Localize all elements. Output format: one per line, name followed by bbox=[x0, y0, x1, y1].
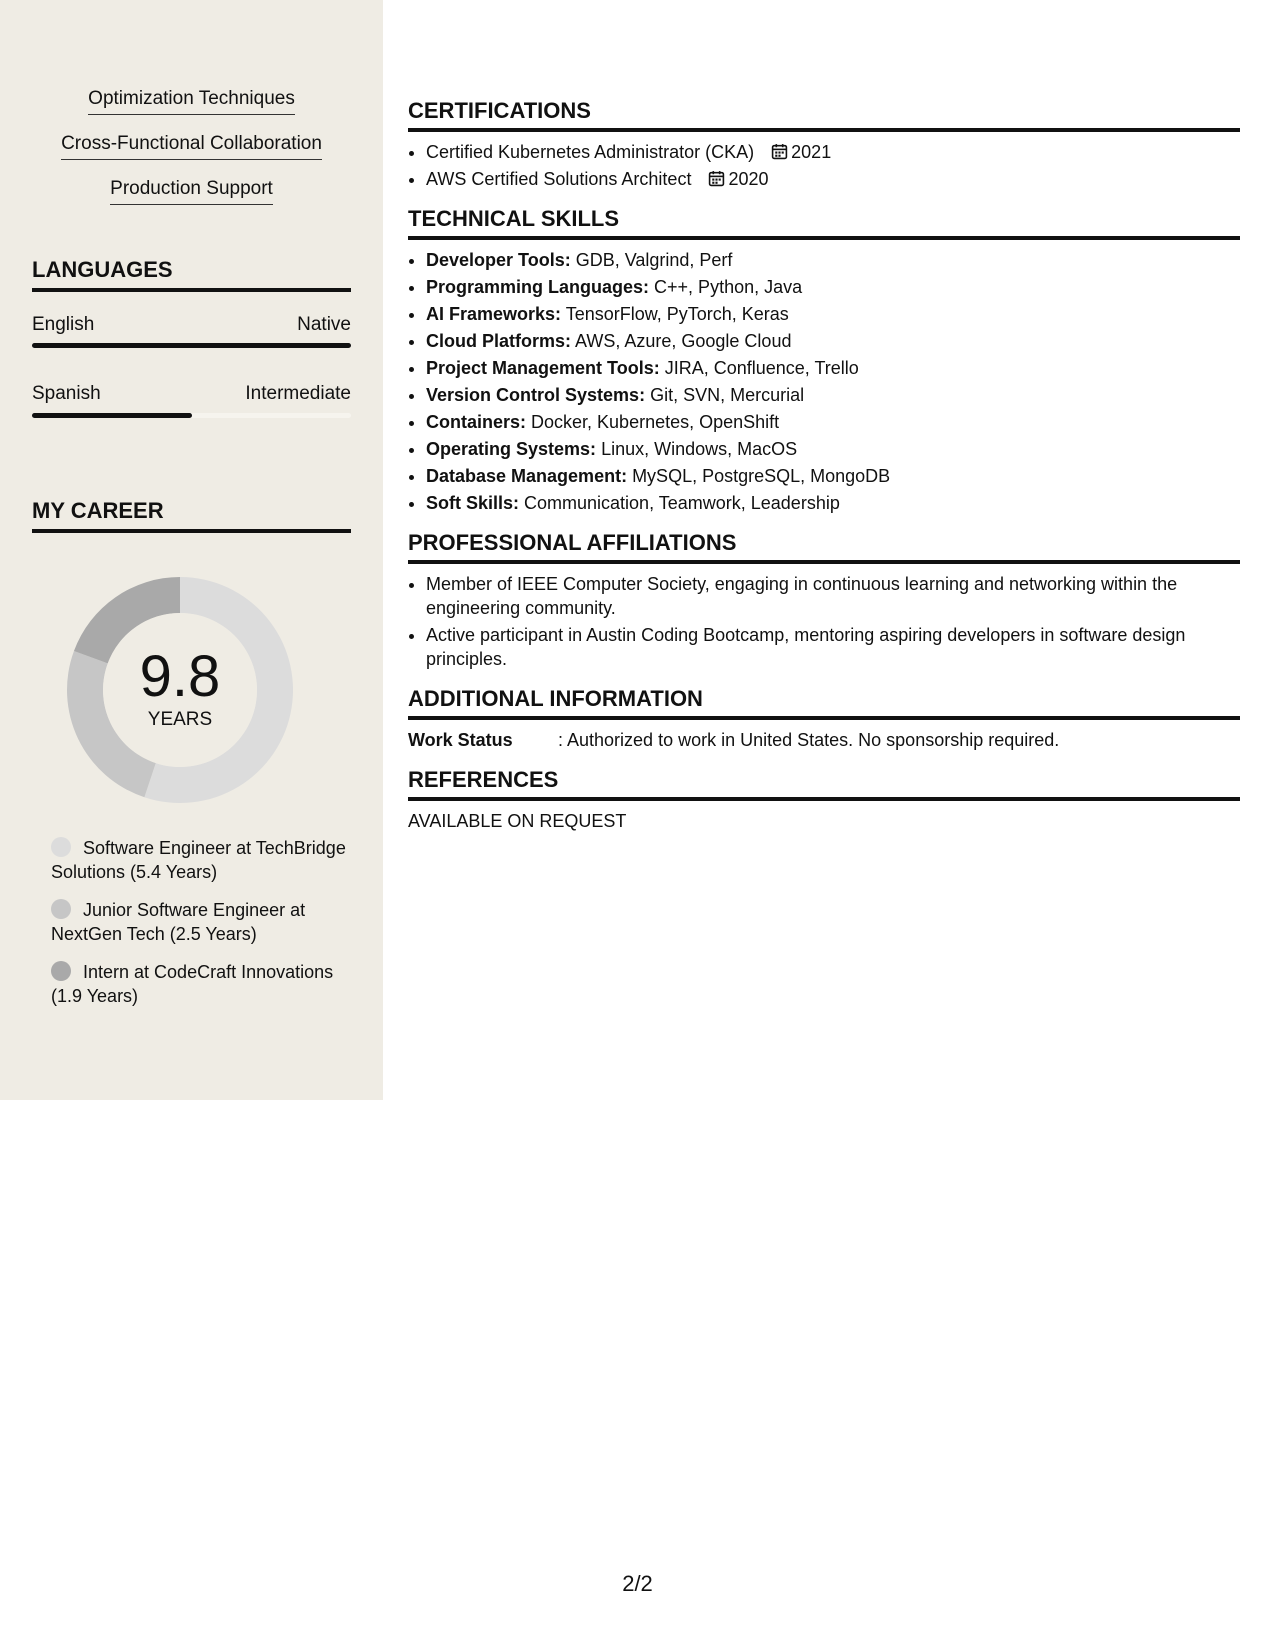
languages-heading: LANGUAGES bbox=[32, 256, 351, 292]
skill-values: Linux, Windows, MacOS bbox=[596, 439, 798, 459]
certification-item bbox=[426, 140, 1240, 164]
references-heading: REFERENCES bbox=[408, 766, 1240, 801]
additional-info-section bbox=[408, 685, 1240, 752]
career-legend-label: Software Engineer at TechBridge Solutions (5.4 Years) bbox=[51, 838, 346, 882]
skill-values: Git, SVN, Mercurial bbox=[645, 385, 805, 405]
certifications-list bbox=[408, 140, 1240, 191]
career-legend-label: Junior Software Engineer at NextGen Tech (2.5 Years) bbox=[51, 900, 306, 944]
page-number: 2/2 bbox=[622, 1571, 653, 1596]
skill-row bbox=[426, 464, 1240, 488]
skill-row bbox=[426, 302, 1240, 326]
skill-values: JIRA, Confluence, Trello bbox=[659, 358, 859, 378]
certification-item bbox=[426, 167, 1240, 191]
skill-values: C++, Python, Java bbox=[649, 277, 803, 297]
skill-category: Soft Skills: bbox=[426, 493, 520, 513]
career-legend-item bbox=[51, 960, 351, 1008]
skill-label: Cross-Functional Collaboration bbox=[61, 132, 322, 160]
language-proficiency-bar bbox=[32, 413, 351, 418]
language-row bbox=[32, 382, 351, 406]
skill-category: Containers: bbox=[426, 412, 527, 432]
legend-dot-icon bbox=[51, 899, 71, 919]
certification-year: 2021 bbox=[791, 142, 832, 162]
skill-values: Docker, Kubernetes, OpenShift bbox=[526, 412, 780, 432]
skill-row bbox=[426, 356, 1240, 380]
skill-category: AI Frameworks: bbox=[426, 304, 562, 324]
language-proficiency-fill bbox=[32, 413, 192, 418]
language-name: Spanish bbox=[32, 383, 101, 404]
career-donut-chart bbox=[62, 572, 298, 808]
skill-item bbox=[0, 87, 383, 115]
work-status-value: : Authorized to work in United States. No sponsorship required. bbox=[558, 730, 1060, 750]
references-section bbox=[408, 766, 1240, 833]
skill-item bbox=[0, 177, 383, 205]
language-proficiency-fill bbox=[32, 343, 351, 348]
affiliation-item: • Active participant in Austin Coding Bootcamp, mentoring aspiring developers in software design principles. bbox=[426, 623, 1240, 671]
certifications-section bbox=[408, 97, 1240, 191]
career-legend-item bbox=[51, 836, 351, 884]
skill-values: AWS, Azure, Google Cloud bbox=[571, 331, 792, 351]
skill-values: TensorFlow, PyTorch, Keras bbox=[561, 304, 789, 324]
affiliations-heading: PROFESSIONAL AFFILIATIONS bbox=[408, 529, 1240, 564]
work-status-row bbox=[408, 728, 1240, 752]
language-proficiency-bar bbox=[32, 343, 351, 348]
affiliations-list bbox=[408, 572, 1240, 671]
certification-name: Certified Kubernetes Administrator (CKA) bbox=[426, 142, 755, 162]
certifications-heading: CERTIFICATIONS bbox=[408, 97, 1240, 132]
skill-category: Cloud Platforms: bbox=[426, 331, 572, 351]
skill-category: Project Management Tools: bbox=[426, 358, 660, 378]
calendar-icon bbox=[771, 143, 788, 160]
technical-skills-heading: TECHNICAL SKILLS bbox=[408, 205, 1240, 240]
language-level: Intermediate bbox=[245, 383, 351, 404]
skill-category: Developer Tools: bbox=[426, 250, 571, 270]
skill-item bbox=[0, 132, 383, 160]
skill-category: Database Management: bbox=[426, 466, 628, 486]
skill-row bbox=[426, 410, 1240, 434]
skill-row bbox=[426, 437, 1240, 461]
work-status-label: Work Status bbox=[408, 730, 513, 750]
additional-info-heading: ADDITIONAL INFORMATION bbox=[408, 685, 1240, 720]
skill-values: MySQL, PostgreSQL, MongoDB bbox=[627, 466, 891, 486]
skill-category: Programming Languages: bbox=[426, 277, 650, 297]
career-heading: MY CAREER bbox=[32, 497, 351, 533]
calendar-icon bbox=[708, 170, 725, 187]
affiliations-section bbox=[408, 529, 1240, 671]
career-total-years: 9.8 bbox=[139, 644, 221, 709]
career-legend-label: Intern at CodeCraft Innovations (1.9 Years) bbox=[51, 962, 334, 1006]
technical-skills-list bbox=[408, 248, 1240, 515]
legend-dot-icon bbox=[51, 837, 71, 857]
legend-dot-icon bbox=[51, 961, 71, 981]
skill-values: GDB, Valgrind, Perf bbox=[570, 250, 733, 270]
language-level: Native bbox=[297, 314, 351, 335]
skill-category: Operating Systems: bbox=[426, 439, 597, 459]
main-content bbox=[408, 97, 1240, 847]
skill-row bbox=[426, 383, 1240, 407]
career-legend bbox=[51, 836, 351, 1022]
skill-row bbox=[426, 329, 1240, 353]
skill-row bbox=[426, 491, 1240, 515]
certification-name: AWS Certified Solutions Architect bbox=[426, 169, 692, 189]
career-legend-item bbox=[51, 898, 351, 946]
language-row bbox=[32, 313, 351, 337]
skill-category: Version Control Systems: bbox=[426, 385, 646, 405]
language-name: English bbox=[32, 314, 95, 335]
affiliation-item: • Member of IEEE Computer Society, engaging in continuous learning and networking within the engineering community. bbox=[426, 572, 1240, 620]
sidebar bbox=[0, 0, 383, 1100]
skill-label: Production Support bbox=[110, 177, 273, 205]
career-total-unit: YEARS bbox=[147, 709, 213, 730]
technical-skills-section bbox=[408, 205, 1240, 515]
skill-label: Optimization Techniques bbox=[88, 87, 295, 115]
certification-year: 2020 bbox=[728, 169, 769, 189]
references-text: AVAILABLE ON REQUEST bbox=[408, 811, 627, 831]
career-donut-center bbox=[62, 572, 298, 808]
skill-row bbox=[426, 248, 1240, 272]
skill-row bbox=[426, 275, 1240, 299]
skill-values: Communication, Teamwork, Leadership bbox=[519, 493, 840, 513]
